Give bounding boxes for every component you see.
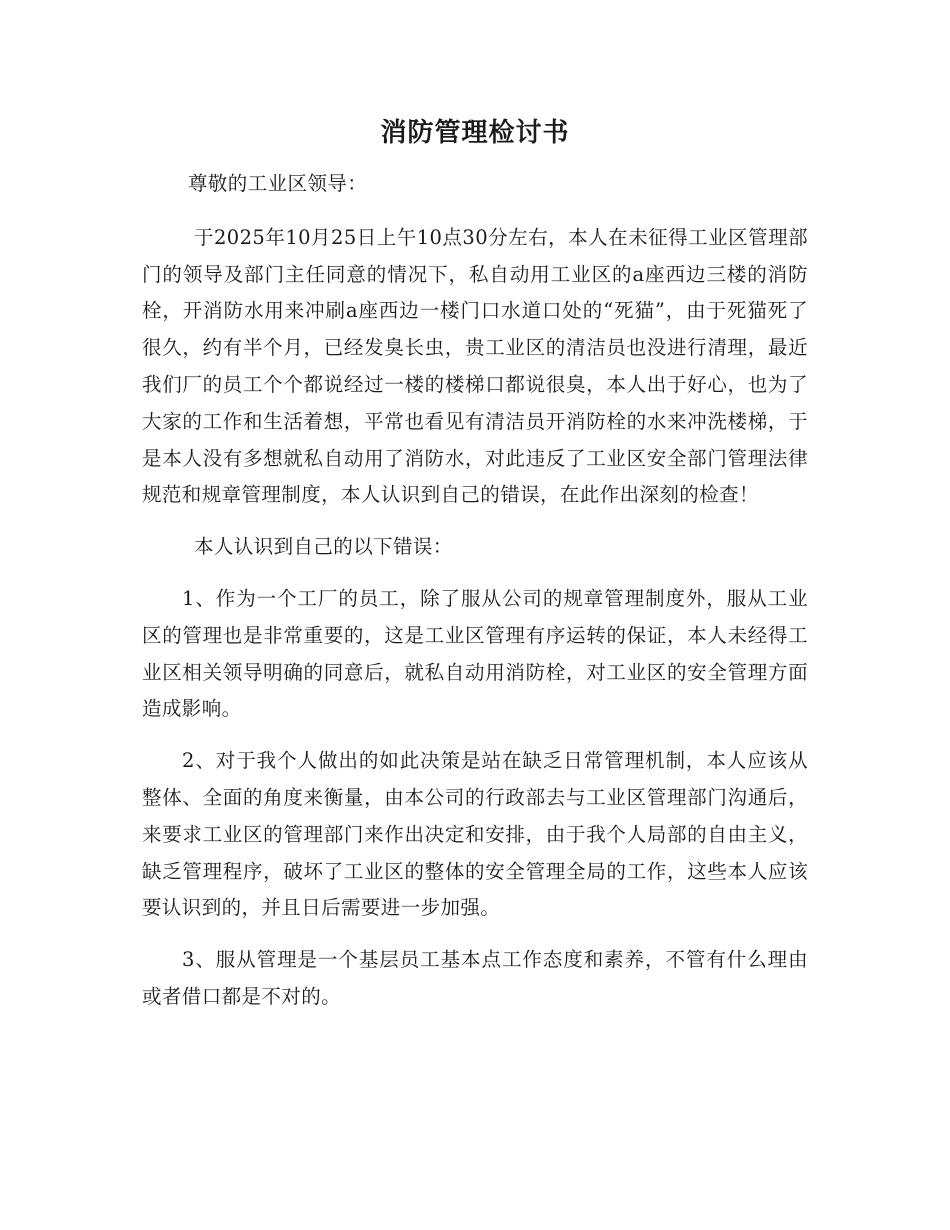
list-item-2: 2、对于我个人做出的如此决策是站在缺乏日常管理机制，本人应该从整体、全面的角度来衡量，由本公司的行政部去与工业区管理部门沟通后，来要求工业区的管理部门来作出决定和安排，由于我个人局部的自由主义，缺乏管理程序，破坏了工业区的整体的安全管理全局的工作，这些本人应该要认识到的，并且日后需要进一步加强。 (142, 749, 808, 920)
list-item-3: 3、服从管理是一个基层员工基本点工作态度和素养，不管有什么理由或者借口都是不对的。 (142, 948, 808, 1008)
paragraph-errors-heading: 本人认识到自己的以下错误： (194, 535, 453, 559)
document-body (142, 166, 808, 1016)
paragraph-incident: 于2025年10月25日上午10点30分左右，本人在未征得工业区管理部门的领导及部门主任同意的情况下，私自动用工业区的a座西边三楼的消防栓，开消防水用来冲刷a座西边一楼门口水道口处的“死猫”，由于死猫死了很久，约有半个月，已经发臭长虫，贵工业区的清洁员也没进行清理，最近我们厂的员工个个都说经过一楼的楼梯口都说很臭，本人出于好心，也为了大家的工作和生活着想，平常也看见有清洁员开消防栓的水来冲洗楼梯，于是本人没有多想就私自动用了消防水，对此违反了工业区安全部门管理法律规范和规章管理制度，本人认识到自己的错误，在此作出深刻的检查！ (142, 225, 808, 507)
list-item-1: 1、作为一个工厂的员工，除了服从公司的规章管理制度外，服从工业区的管理也是非常重要的，这是工业区管理有序运转的保证，本人未经得工业区相关领导明确的同意后，就私自动用消防栓，对工业区的安全管理方面造成影响。 (142, 586, 808, 721)
greeting: 尊敬的工业区领导： (188, 172, 368, 195)
document-title: 消防管理检讨书 (380, 118, 570, 148)
